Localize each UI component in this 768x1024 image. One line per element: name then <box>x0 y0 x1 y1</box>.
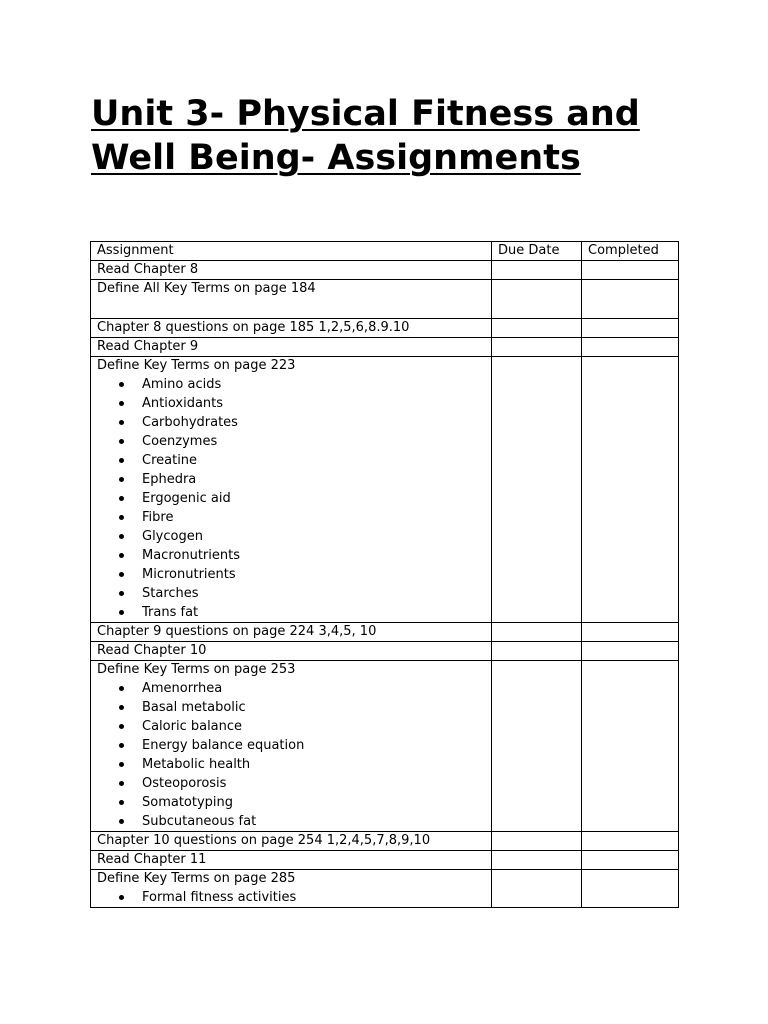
assignment-cell: Chapter 9 questions on page 224 3,4,5, 10 <box>91 623 492 642</box>
assignments-table <box>90 241 679 908</box>
due-date-cell <box>492 261 582 280</box>
key-terms-list <box>97 888 485 907</box>
key-term-item: Macronutrients <box>97 546 485 565</box>
table-row <box>91 642 679 661</box>
assignment-text: Define Key Terms on page 253 <box>97 662 296 677</box>
table-header-row <box>91 242 679 261</box>
completed-cell <box>582 357 679 623</box>
key-term-item: Osteoporosis <box>97 774 485 793</box>
key-term-item: Somatotyping <box>97 793 485 812</box>
key-term-item: Metabolic health <box>97 755 485 774</box>
completed-cell <box>582 319 679 338</box>
completed-cell <box>582 338 679 357</box>
table-row <box>91 623 679 642</box>
table-row <box>91 261 679 280</box>
key-term-item: Trans fat <box>97 603 485 622</box>
completed-cell <box>582 870 679 908</box>
table-row <box>91 280 679 319</box>
due-date-cell <box>492 870 582 908</box>
assignment-cell <box>91 870 492 908</box>
key-term-item: Subcutaneous fat <box>97 812 485 831</box>
header-completed: Completed <box>582 242 679 261</box>
key-term-item: Fibre <box>97 508 485 527</box>
key-term-item: Ephedra <box>97 470 485 489</box>
title-line-1: Unit 3- Physical Fitness and <box>91 94 640 134</box>
due-date-cell <box>492 338 582 357</box>
key-term-item: Carbohydrates <box>97 413 485 432</box>
completed-cell <box>582 642 679 661</box>
due-date-cell <box>492 357 582 623</box>
assignment-cell: Define All Key Terms on page 184 <box>91 280 492 319</box>
key-term-item: Micronutrients <box>97 565 485 584</box>
due-date-cell <box>492 851 582 870</box>
completed-cell <box>582 851 679 870</box>
assignment-cell <box>91 661 492 832</box>
key-term-item: Antioxidants <box>97 394 485 413</box>
assignment-text: Define Key Terms on page 223 <box>97 358 296 373</box>
key-term-item: Formal fitness activities <box>97 888 485 907</box>
table-row <box>91 338 679 357</box>
key-terms-list <box>97 679 485 831</box>
completed-cell <box>582 261 679 280</box>
table-row <box>91 357 679 623</box>
key-term-item: Coenzymes <box>97 432 485 451</box>
key-term-item: Caloric balance <box>97 717 485 736</box>
key-term-item: Energy balance equation <box>97 736 485 755</box>
key-term-item: Amenorrhea <box>97 679 485 698</box>
due-date-cell <box>492 280 582 319</box>
assignment-cell: Chapter 8 questions on page 185 1,2,5,6,8.9.10 <box>91 319 492 338</box>
key-term-item: Starches <box>97 584 485 603</box>
document-title <box>91 92 691 180</box>
due-date-cell <box>492 661 582 832</box>
completed-cell <box>582 280 679 319</box>
completed-cell <box>582 832 679 851</box>
assignment-text: Define Key Terms on page 285 <box>97 871 296 886</box>
assignment-cell: Read Chapter 11 <box>91 851 492 870</box>
assignment-cell: Chapter 10 questions on page 254 1,2,4,5,7,8,9,10 <box>91 832 492 851</box>
due-date-cell <box>492 832 582 851</box>
key-term-item: Glycogen <box>97 527 485 546</box>
title-line-2: Well Being- Assignments <box>91 138 581 178</box>
due-date-cell <box>492 642 582 661</box>
assignment-cell: Read Chapter 10 <box>91 642 492 661</box>
table-row <box>91 661 679 832</box>
assignment-cell: Read Chapter 8 <box>91 261 492 280</box>
completed-cell <box>582 661 679 832</box>
key-term-item: Amino acids <box>97 375 485 394</box>
completed-cell <box>582 623 679 642</box>
due-date-cell <box>492 623 582 642</box>
key-term-item: Ergogenic aid <box>97 489 485 508</box>
table-row <box>91 832 679 851</box>
assignment-cell: Read Chapter 9 <box>91 338 492 357</box>
table-row <box>91 851 679 870</box>
table-row <box>91 870 679 908</box>
key-term-item: Creatine <box>97 451 485 470</box>
header-due-date: Due Date <box>492 242 582 261</box>
table-row <box>91 319 679 338</box>
key-terms-list <box>97 375 485 622</box>
assignment-cell <box>91 357 492 623</box>
key-term-item: Basal metabolic <box>97 698 485 717</box>
due-date-cell <box>492 319 582 338</box>
header-assignment: Assignment <box>91 242 492 261</box>
